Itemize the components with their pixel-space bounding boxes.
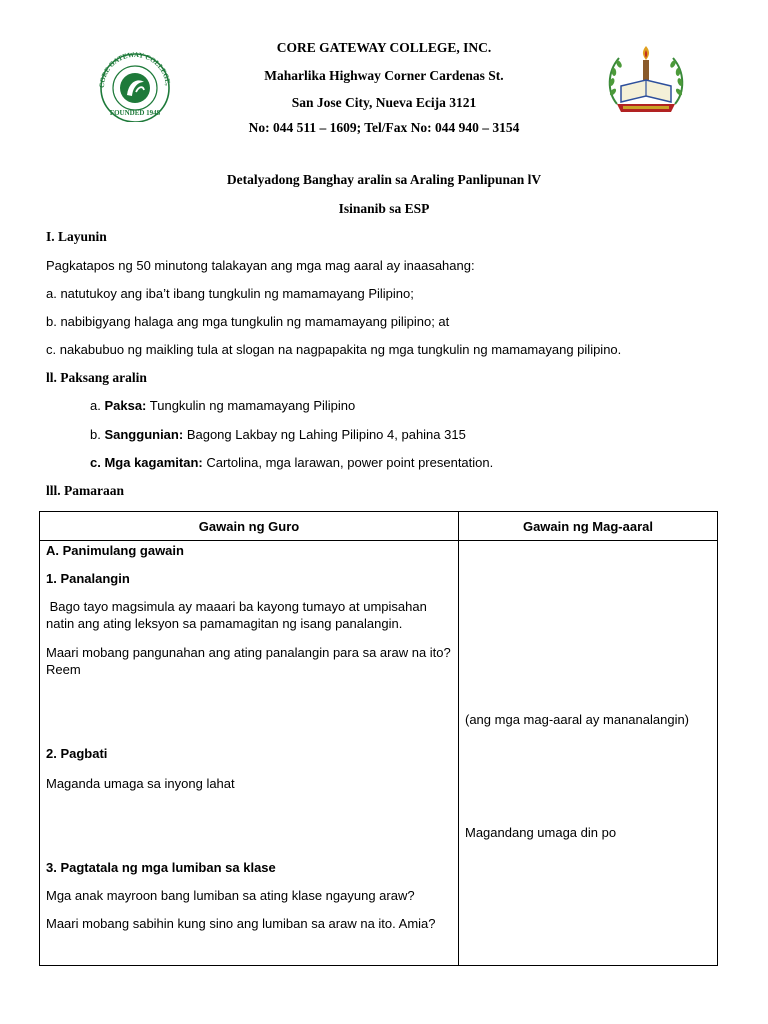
college-phone: No: 044 511 – 1609; Tel/Fax No: 044 940 – 3154 [248, 120, 520, 135]
logo-ring-text: CORE GATEWAY COLLEGE, [97, 50, 172, 89]
guro-cell [40, 541, 459, 966]
item-value: Tungkulin ng mamamayang Pilipino [149, 398, 356, 413]
item-label: Mga kagamitan: [104, 455, 203, 470]
layunin-item: b. nabibigyang halaga ang mga tungkulin ng mamamayang pilipino; at [46, 314, 450, 329]
item-value: Bagong Lakbay ng Lahing Pilipino 4, pahina 315 [186, 427, 466, 442]
panalangin-heading: 1. Panalangin [46, 571, 130, 586]
mag-aaral-response: (ang mga mag-aaral ay mananalangin) [465, 712, 690, 727]
sanggunian-line [90, 427, 466, 442]
college-city: San Jose City, Nueva Ecija 3121 [291, 95, 477, 110]
item-prefix: a. [90, 398, 101, 413]
pamaraan-heading: lll. Pamaraan [46, 483, 124, 498]
layunin-item: c. nakabubuo ng maikling tula at slogan na nagpapakita ng mga tungkulin ng mamamayang pilipino. [46, 342, 622, 357]
panalangin-text: Bago tayo magsimula ay maaari ba kayong tumayo at umpisahan natin ang ating leksyon sa pamamagitan ng isang panalangin. [46, 599, 431, 631]
pagtatala-heading: 3. Pagtatala ng mga lumiban sa klase [46, 860, 276, 875]
panalangin-request: Maari mobang pangunahan ang ating panalangin para sa araw na ito? Reem [46, 645, 451, 677]
pagbati-text: Maganda umaga sa inyong lahat [46, 776, 235, 791]
item-prefix: b. [90, 427, 101, 442]
lesson-table [39, 511, 718, 966]
paksa-line [90, 398, 355, 413]
mag-aaral-cell [459, 541, 718, 966]
column-header-guro: Gawain ng Guro [40, 512, 459, 541]
layunin-item: a. natutukoy ang iba’t ibang tungkulin ng mamamayang Pilipino; [46, 286, 414, 301]
college-name: CORE GATEWAY COLLEGE, INC. [276, 40, 492, 55]
layunin-intro: Pagkatapos ng 50 minutong talakayan ang mga mag aaral ay inaasahang: [46, 258, 475, 273]
item-value: Cartolina, mga larawan, power point presentation. [206, 455, 494, 470]
item-label: Sanggunian: [104, 427, 184, 442]
paksang-aralin-heading: ll. Paksang aralin [46, 370, 147, 385]
panimulang-gawain-heading: A. Panimulang gawain [46, 543, 184, 558]
table-header-row [40, 512, 718, 541]
kagamitan-line [90, 455, 493, 470]
lesson-plan-title: Detalyadong Banghay aralin sa Araling Panlipunan lV [226, 172, 542, 187]
layunin-heading: I. Layunin [46, 229, 107, 244]
mag-aaral-response: Magandang umaga din po [465, 825, 617, 840]
college-address: Maharlika Highway Corner Cardenas St. [264, 68, 504, 83]
column-header-mag-aaral: Gawain ng Mag-aaral [459, 512, 718, 541]
lesson-plan-subtitle: Isinanib sa ESP [338, 201, 430, 216]
logo-founded-text: FOUNDED 1948 [109, 109, 161, 117]
table-row [40, 541, 718, 966]
item-prefix: c. [90, 455, 101, 470]
pagbati-heading: 2. Pagbati [46, 746, 108, 761]
item-label: Paksa: [104, 398, 147, 413]
pagtatala-request: Maari mobang sabihin kung sino ang lumiban sa araw na ito. Amia? [46, 916, 436, 931]
pagtatala-question: Mga anak mayroon bang lumiban sa ating klase ngayung araw? [46, 888, 415, 903]
